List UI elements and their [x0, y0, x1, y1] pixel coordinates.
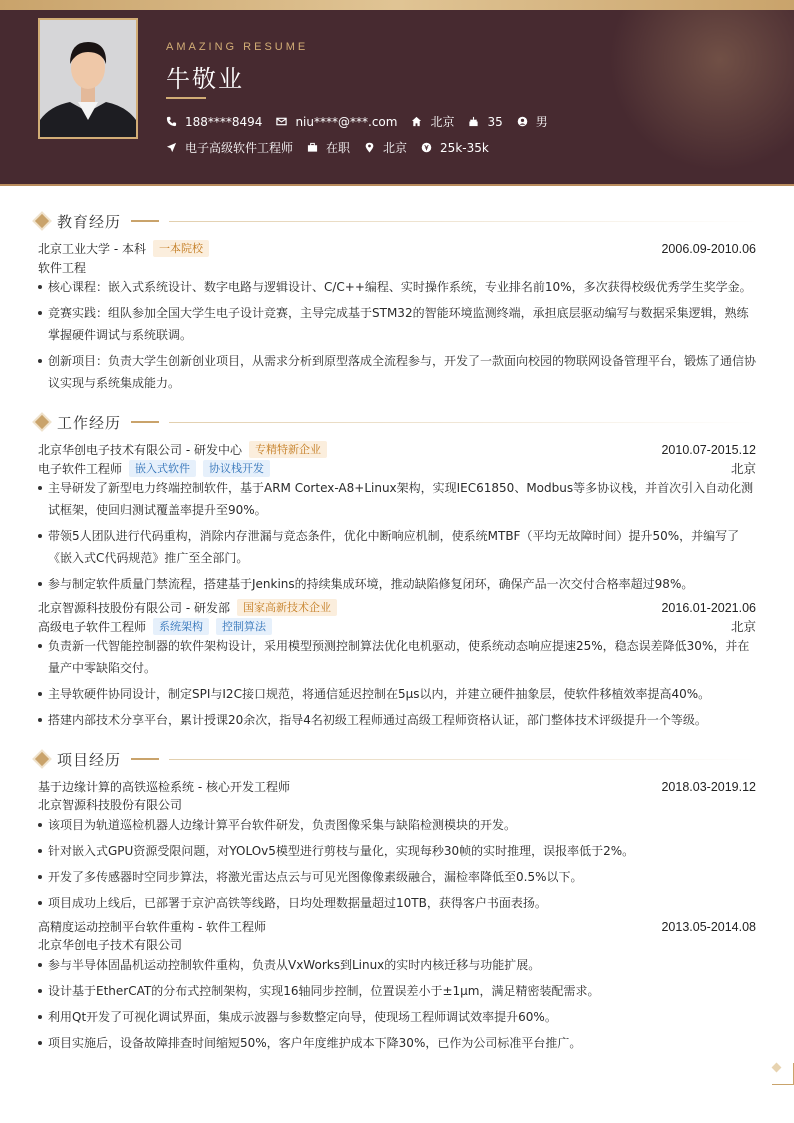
- top-accent-bar: [0, 0, 794, 10]
- diamond-icon: [35, 752, 49, 766]
- contact-status: [307, 139, 350, 156]
- list-item: 项目实施后，设备故障排查时间缩短50%，客户年度维护成本下降30%，已作为公司标准平台推广。: [38, 1032, 756, 1054]
- skill-tag: 嵌入式软件: [129, 460, 196, 477]
- list-item: 参与制定软件质量门禁流程，搭建基于Jenkins的持续集成环境，推动缺陷修复闭环，确保产品一次交付合格率超过98%。: [38, 573, 756, 595]
- contact-home: [411, 113, 454, 130]
- user-icon: [517, 116, 528, 127]
- list-item: 竞赛实践：组队参加全国大学生电子设计竞赛，主导完成基于STM32的智能环境监测终端，承担底层驱动编写与数据采集逻辑，熟练掌握硬件调试与系统联调。: [38, 302, 756, 346]
- contact-gender: [517, 113, 548, 130]
- resume-header: [0, 10, 794, 186]
- job-role-row: [38, 459, 756, 477]
- home-text: 北京: [430, 115, 455, 129]
- resume-subtitle: AMAZING RESUME: [166, 41, 309, 53]
- send-icon: [166, 142, 177, 153]
- job-period: 2016.01-2021.06: [661, 600, 756, 615]
- status-text: 在职: [326, 141, 351, 155]
- list-item: 主导研发了新型电力终端控制软件，基于ARM Cortex-A8+Linux架构，实现IEC61850、Modbus等多协议栈，并首次引入自动化测试框架，使回归测试覆盖率提升至90%。: [38, 477, 756, 521]
- job-city: 北京: [730, 462, 756, 476]
- education-period: 2006.09-2010.06: [661, 241, 756, 256]
- section-title: 教育经历: [57, 212, 122, 231]
- skill-tag: 系统架构: [153, 618, 209, 635]
- job-city: 北京: [730, 620, 756, 634]
- project-period: 2018.03-2019.12: [661, 779, 756, 794]
- job-company-row: [38, 599, 756, 616]
- contact-age: [468, 115, 502, 129]
- gender-text: 男: [535, 115, 548, 129]
- project-name: 基于边缘计算的高铁巡检系统 - 核心开发工程师: [38, 780, 290, 794]
- section-title: 工作经历: [57, 413, 122, 432]
- school-tag: 一本院校: [153, 240, 209, 257]
- avatar: [38, 18, 138, 139]
- list-item: 负责新一代智能控制器的软件架构设计，采用模型预测控制算法优化电机驱动，使系统动态响应提速25%，稳态误差降低30%，并在量产中零缺陷交付。: [38, 635, 756, 679]
- list-item: 搭建内部技术分享平台，累计授课20余次，指导4名初级工程师通过高级工程师资格认证，部门整体技术评级提升一个等级。: [38, 709, 756, 731]
- diamond-icon: [35, 214, 49, 228]
- phone-text: 188****8494: [185, 114, 263, 129]
- project-org: 北京智源科技股份有限公司: [38, 798, 183, 812]
- school-name: 北京工业大学 - 本科: [38, 242, 146, 256]
- mail-icon: [276, 116, 287, 127]
- section-title: 项目经历: [57, 750, 122, 769]
- job-role: 电子软件工程师: [38, 461, 123, 476]
- list-item: 项目成功上线后，已部署于京沪高铁等线路，日均处理数据量超过10TB，获得客户书面表扬。: [38, 892, 756, 914]
- cake-icon: [468, 116, 479, 127]
- job-period: 2010.07-2015.12: [661, 442, 756, 457]
- contact-row-2: [166, 139, 503, 156]
- money-icon: [421, 142, 432, 153]
- list-item: 带领5人团队进行代码重构，消除内存泄漏与竞态条件，优化中断响应机制，使系统MTBF（平均无故障时间）提升50%，并编写了《嵌入式C代码规范》推广至全部门。: [38, 525, 756, 569]
- diamond-icon: [35, 415, 49, 429]
- skill-tag: 协议栈开发: [203, 460, 270, 477]
- section-projects-header: [34, 749, 758, 769]
- major: 软件工程: [38, 261, 87, 275]
- list-item: 设计基于EtherCAT的分布式控制架构，实现16轴同步控制，位置误差小于±1μm，满足精密装配需求。: [38, 980, 756, 1002]
- name-underline: [166, 97, 206, 99]
- contact-city: [364, 139, 407, 156]
- portrait-photo: [40, 20, 136, 137]
- list-item: 参与半导体固晶机运动控制软件重构，负责从VxWorks到Linux的实时内核迁移与功能扩展。: [38, 954, 756, 976]
- section-education-header: [34, 211, 758, 231]
- contact-email: [276, 115, 397, 129]
- age-text: 35: [487, 114, 503, 129]
- email-text: niu****@***.com: [295, 114, 398, 129]
- phone-icon: [166, 116, 177, 127]
- list-item: 主导软硬件协同设计，制定SPI与I2C接口规范，将通信延迟控制在5μs以内，并建立硬件抽象层，使软件移植效率提高40%。: [38, 683, 756, 705]
- company-name: 北京智源科技股份有限公司 - 研发部: [38, 601, 230, 615]
- list-item: 针对嵌入式GPU资源受限问题，对YOLOv5模型进行剪枝与量化，实现每秒30帧的实时推理，误报率低于2%。: [38, 840, 756, 862]
- project-org-row: [38, 796, 756, 813]
- list-item: 利用Qt开发了可视化调试界面，集成示波器与参数整定向导，使现场工程师调试效率提升60%。: [38, 1006, 756, 1028]
- salary-text: 25k-35k: [440, 140, 489, 155]
- skill-tag: 控制算法: [216, 618, 272, 635]
- project-name: 高精度运动控制平台软件重构 - 软件工程师: [38, 920, 266, 934]
- briefcase-icon: [307, 142, 318, 153]
- city-text: 北京: [383, 141, 408, 155]
- contact-row-1: [166, 113, 562, 130]
- location-pin-icon: [364, 142, 375, 153]
- contact-phone: [166, 115, 262, 129]
- job-company-row: [38, 441, 756, 458]
- project-period: 2013.05-2014.08: [661, 919, 756, 934]
- list-item: 该项目为轨道巡检机器人边缘计算平台软件研发，负责图像采集与缺陷检测模块的开发。: [38, 814, 756, 836]
- candidate-name: 牛敬业: [166, 65, 244, 93]
- project-name-row: [38, 778, 756, 795]
- position-text: 电子高级软件工程师: [185, 141, 294, 155]
- project-org: 北京华创电子技术有限公司: [38, 938, 183, 952]
- job-role: 高级电子软件工程师: [38, 619, 147, 634]
- company-name: 北京华创电子技术有限公司 - 研发中心: [38, 443, 242, 457]
- company-tag: 国家高新技术企业: [237, 599, 337, 616]
- list-item: 核心课程：嵌入式系统设计、数字电路与逻辑设计、C/C++编程、实时操作系统，专业排名前10%，多次获得校级优秀学生奖学金。: [38, 276, 756, 298]
- home-icon: [411, 116, 422, 127]
- list-item: 开发了多传感器时空同步算法，将激光雷达点云与可见光图像像素级融合，漏检率降低至0.5%以下。: [38, 866, 756, 888]
- project-org-row: [38, 936, 756, 953]
- contact-salary: [421, 141, 489, 155]
- company-tag: 专精特新企业: [249, 441, 327, 458]
- education-school-row: [38, 240, 756, 257]
- contact-position: [166, 139, 293, 156]
- project-name-row: [38, 918, 756, 935]
- job-role-row: [38, 617, 756, 635]
- education-major-row: [38, 259, 756, 276]
- list-item: 创新项目：负责大学生创新创业项目，从需求分析到原型落成全流程参与，开发了一款面向校园的物联网设备管理平台，锻炼了通信协议实现与系统集成能力。: [38, 350, 756, 394]
- section-work-header: [34, 412, 758, 432]
